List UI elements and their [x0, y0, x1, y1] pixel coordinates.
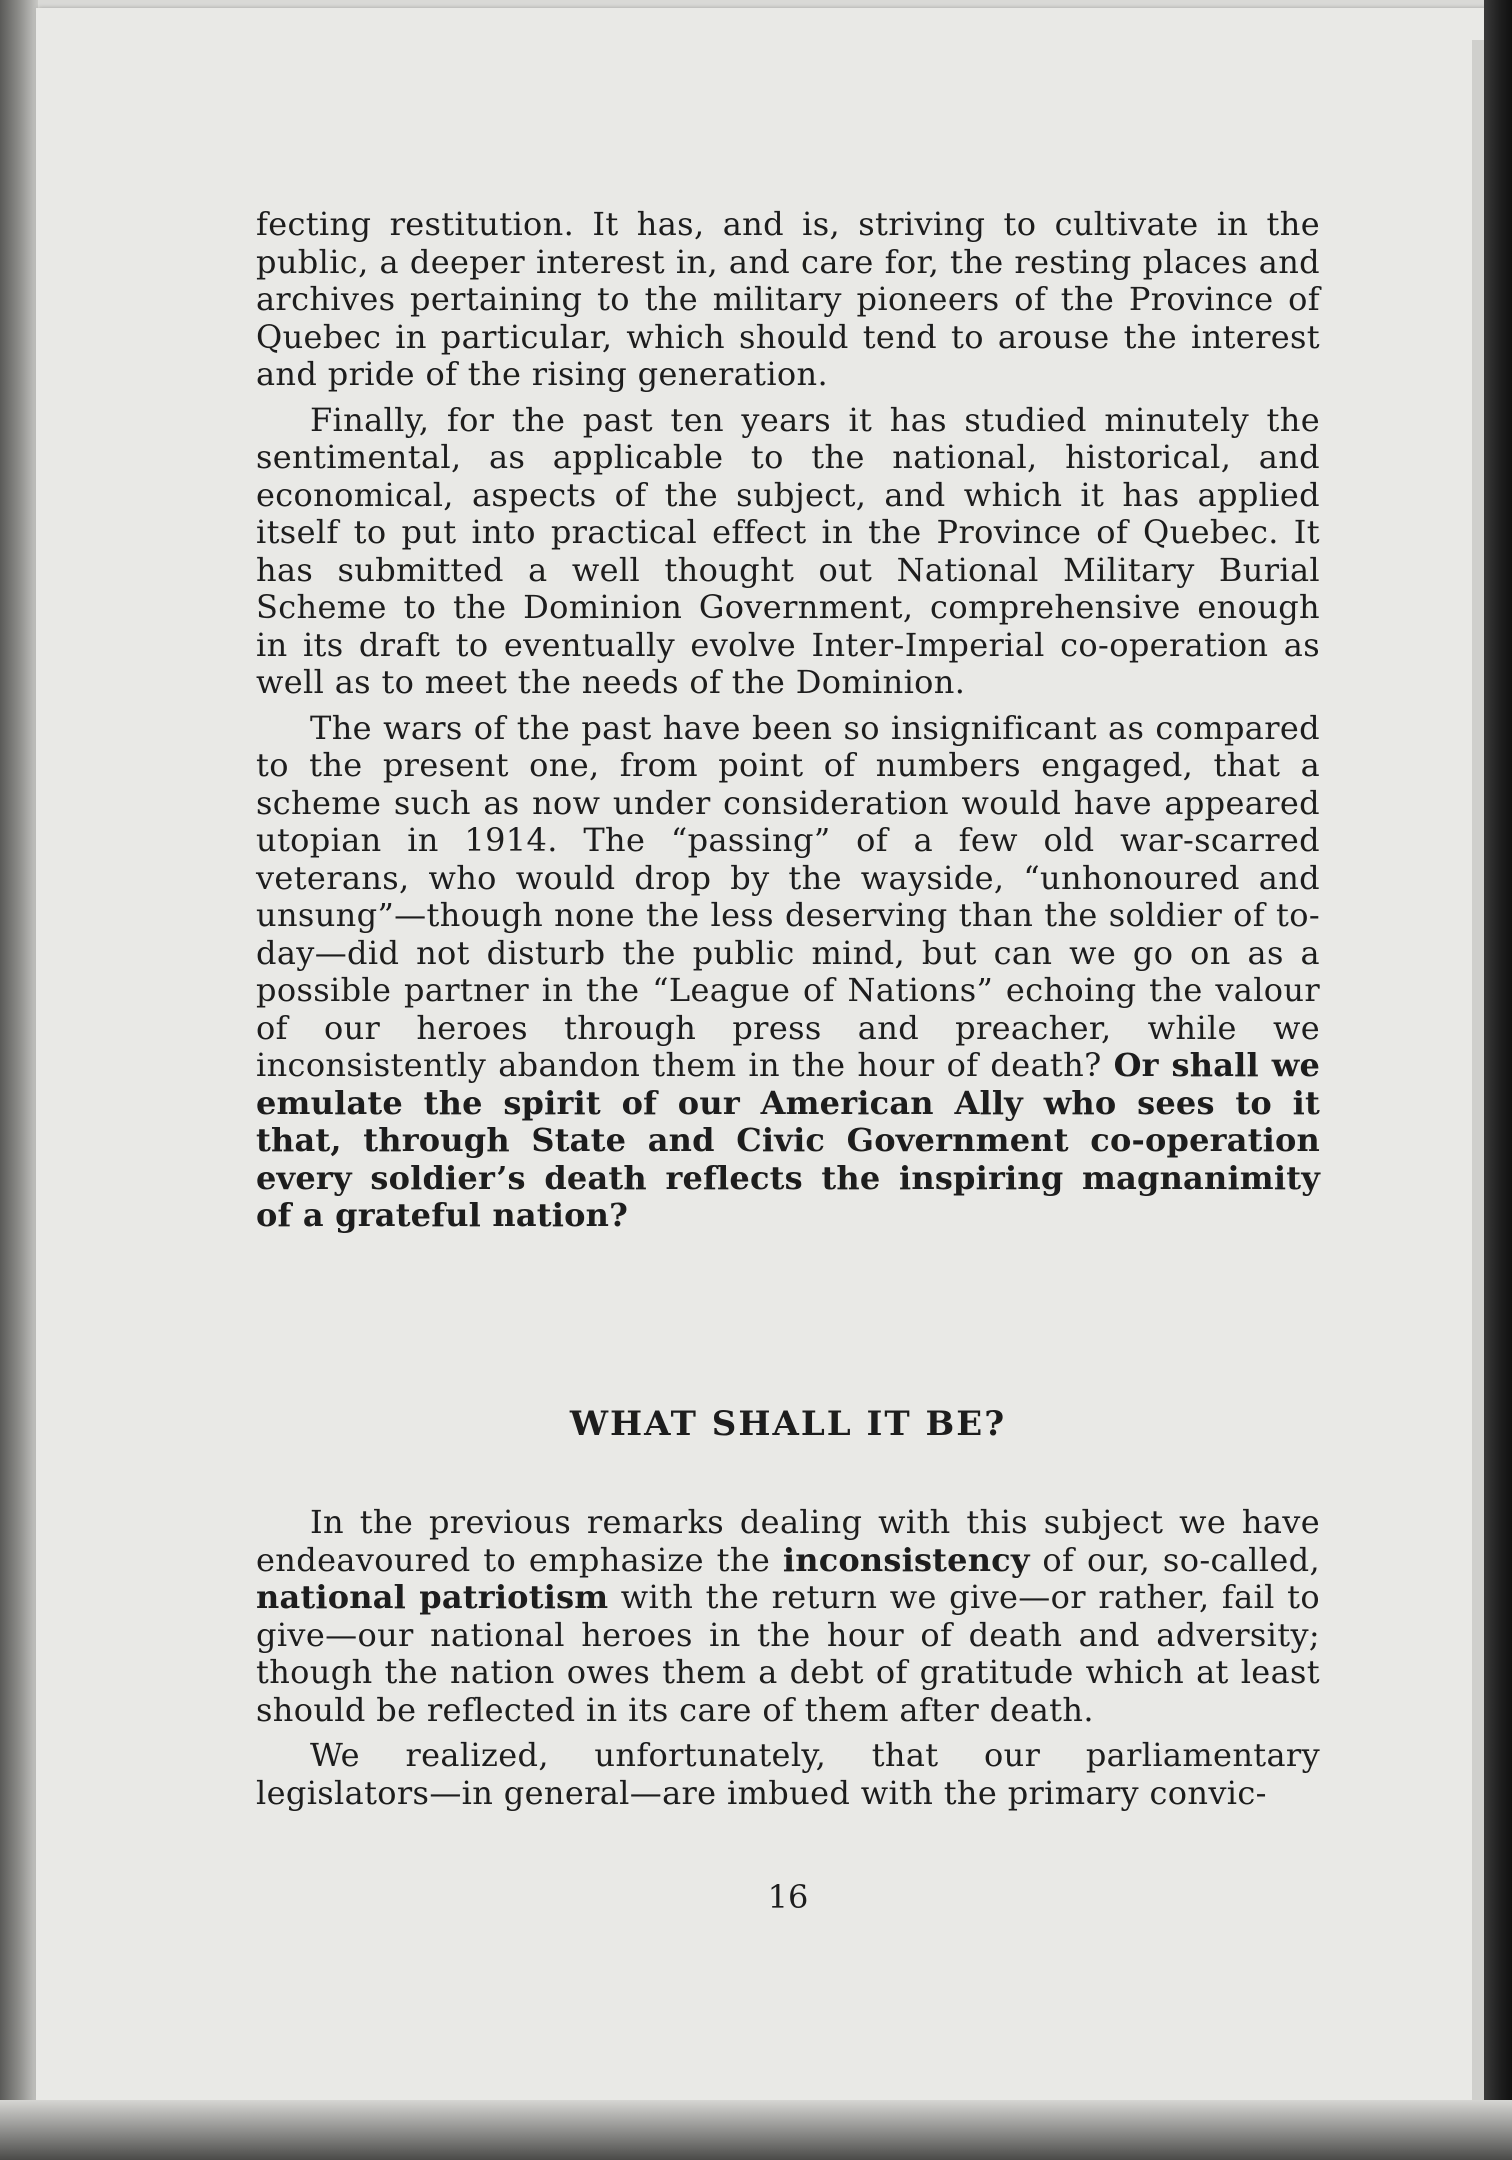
body-text-upper — [256, 206, 1320, 1235]
body-text-lower — [256, 1504, 1320, 1812]
binding-shadow — [0, 0, 38, 2160]
paragraph-1 — [256, 206, 1320, 394]
paragraph-3-bold-question: Or shall we emulate the spirit of our American Ally who sees to it that, through State and Civic Government co-operation every soldier’s death reflects the inspiring magnanimity of a grateful nation? — [256, 1046, 1321, 1234]
section-heading: WHAT SHALL IT BE? — [569, 1404, 1007, 1444]
next-page-edge — [1472, 40, 1484, 2100]
paragraph-4-run-2: of our, so-called, — [1029, 1540, 1320, 1579]
paragraph-3 — [256, 710, 1320, 1235]
paragraph-4-run-4: with the return we give—or rather, fail to give—our national heroes in the hour of death and adversity; though the nation owes them a debt of gratitude which at least should be reflected in its care of them after death. — [256, 1578, 1320, 1729]
paragraph-4-bold-national-patriotism: national patriotism — [256, 1578, 609, 1616]
scan-right-border — [1484, 0, 1512, 2160]
paragraph-1-run-0: fecting restitution. It has, and is, striving to cultivate in the public, a deeper interest in, and care for, the resting places and archives pertaining to the military pioneers of the Province of Quebec in particular, which should tend to arouse the interest and pride of the rising generation. — [256, 205, 1320, 393]
paragraph-5 — [256, 1737, 1320, 1812]
paragraph-3-run-0: The wars of the past have been so insignificant as compared to the present one, from point of numbers engaged, that a scheme such as now under consideration would have appeared utopian in 1914. The “passing” of a few old war-scarred veterans, who would drop by the wayside, “unhonoured and unsung”—though none the less deserving than the soldier of to-day—did not disturb the public mind, but can we go on as a possible partner in the “League of Nations” echoing the valour of our heroes through press and preacher, while we inconsistently abandon them in the hour of death? — [256, 708, 1320, 1084]
page-number: 16 — [767, 1878, 809, 1916]
paragraph-2 — [256, 402, 1320, 702]
paragraph-4 — [256, 1504, 1320, 1729]
scan-bottom-border — [0, 2100, 1512, 2160]
paragraph-2-run-0: Finally, for the past ten years it has studied minutely the sentimental, as applicable to the national, historical, and economical, aspects of the subject, and which it has applied itself to put into practical effect in the Province of Quebec. It has submitted a well thought out National Military Burial Scheme to the Dominion Government, comprehensive enough in its draft to eventually evolve Inter-Imperial co-operation as well as to meet the needs of the Dominion. — [256, 400, 1320, 701]
paragraph-5-run-0: We realized, unfortunately, that our parliamentary legislators—in general—are imbued with the primary convic- — [256, 1736, 1320, 1812]
paragraph-4-run-0: In the previous remarks dealing with this subject we have endeavoured to emphasize the — [256, 1503, 1320, 1579]
paragraph-4-bold-inconsistency: inconsistency — [782, 1540, 1030, 1579]
